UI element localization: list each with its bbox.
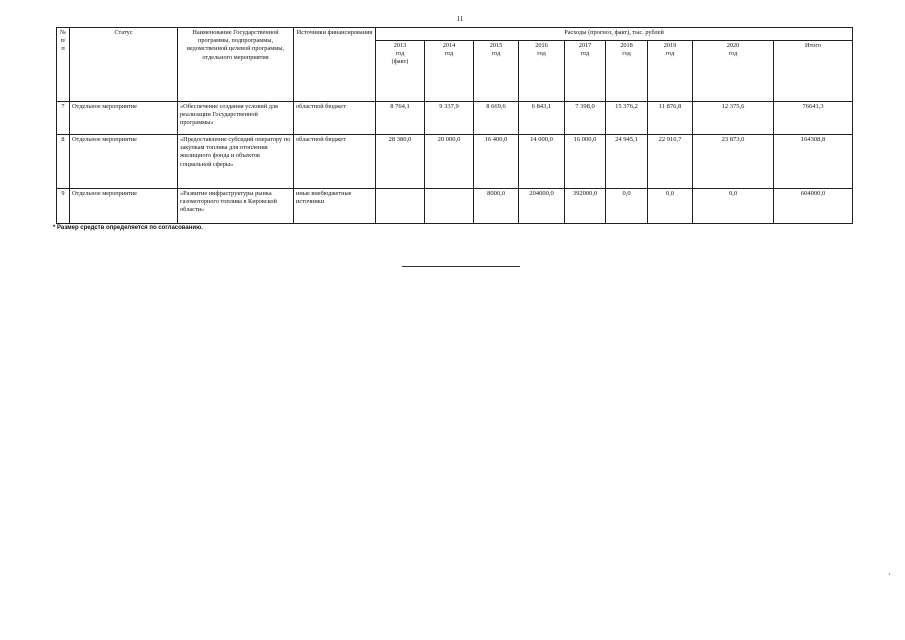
cell-2016: 14 000,0	[519, 135, 565, 189]
page-number: 11	[456, 15, 464, 23]
header-year-2013: 2013 год (факт)	[376, 41, 425, 102]
divider-line	[402, 266, 520, 267]
row-source: областной бюджет	[294, 135, 376, 189]
cell-total: 164308,8	[774, 135, 853, 189]
cell-2020: 23 873,0	[693, 135, 774, 189]
row-status: Отдельное мероприятие	[70, 189, 178, 224]
cell-2015: 16 400,0	[474, 135, 519, 189]
cell-total: 604000,0	[774, 189, 853, 224]
cell-2015: 8000,0	[474, 189, 519, 224]
cell-2020: 12 375,6	[693, 102, 774, 135]
row-number: 8	[57, 135, 70, 189]
header-year-2016: 2016 год	[519, 41, 565, 102]
cell-2014: 9 337,9	[425, 102, 474, 135]
header-year-2015: 2015 год	[474, 41, 519, 102]
header-year-2018: 2018 год	[606, 41, 648, 102]
cell-2014	[425, 189, 474, 224]
header-source: Источники финансирования	[294, 28, 376, 102]
cell-2013: 28 380,0	[376, 135, 425, 189]
cell-2013: 8 764,1	[376, 102, 425, 135]
cell-2015: 8 669,6	[474, 102, 519, 135]
row-name: «Предоставление субсидий оператору по закупкам топлива для отопления жилищного фонда и объектов социальной сферы»	[178, 135, 294, 189]
table-row	[57, 102, 853, 135]
cell-2016: 204000,0	[519, 189, 565, 224]
header-name: Наименование Государственной программы, подпрограммы, ведомственной целевой программы, отдельного мероприятия	[178, 28, 294, 102]
cell-2017: 7 398,0	[565, 102, 606, 135]
header-status: Статус	[70, 28, 178, 102]
cell-2020: 0,0	[693, 189, 774, 224]
cell-2018: 0,0	[606, 189, 648, 224]
row-name: «Развитие инфраструктуры рынка газомоторного топлива в Кировской области»	[178, 189, 294, 224]
header-year-2014: 2014 год	[425, 41, 474, 102]
cell-2017: 16 000,0	[565, 135, 606, 189]
cell-2017: 392000,0	[565, 189, 606, 224]
header-number: № п/п	[57, 28, 70, 102]
header-year-2019: 2019 год	[648, 41, 693, 102]
header-total: Итого	[774, 41, 853, 102]
budget-table	[56, 27, 853, 224]
cell-2019: 0,0	[648, 189, 693, 224]
table-row	[57, 135, 853, 189]
cell-2014: 20 000,0	[425, 135, 474, 189]
row-name: «Обеспечение создания условий для реализации Государственной программы»	[178, 102, 294, 135]
cell-2016: 6 843,1	[519, 102, 565, 135]
cell-2013	[376, 189, 425, 224]
row-source: иные внебюджетные источники	[294, 189, 376, 224]
table-row	[57, 189, 853, 224]
row-status: Отдельное мероприятие	[70, 135, 178, 189]
row-number: 9	[57, 189, 70, 224]
footnote: * Размер средств определяется по согласованию.	[53, 225, 203, 231]
header-row-1	[57, 28, 853, 41]
cell-2019: 22 910,7	[648, 135, 693, 189]
cell-2018: 15 376,2	[606, 102, 648, 135]
row-number: 7	[57, 102, 70, 135]
row-source: областной бюджет	[294, 102, 376, 135]
scan-mark	[889, 573, 890, 575]
cell-2019: 11 876,8	[648, 102, 693, 135]
row-status: Отдельное мероприятие	[70, 102, 178, 135]
header-expenses: Расходы (прогноз, факт), тыс. рублей	[376, 28, 853, 41]
cell-total: 76641,3	[774, 102, 853, 135]
header-year-2020: 2020 год	[693, 41, 774, 102]
cell-2018: 24 945,1	[606, 135, 648, 189]
header-year-2017: 2017 год	[565, 41, 606, 102]
